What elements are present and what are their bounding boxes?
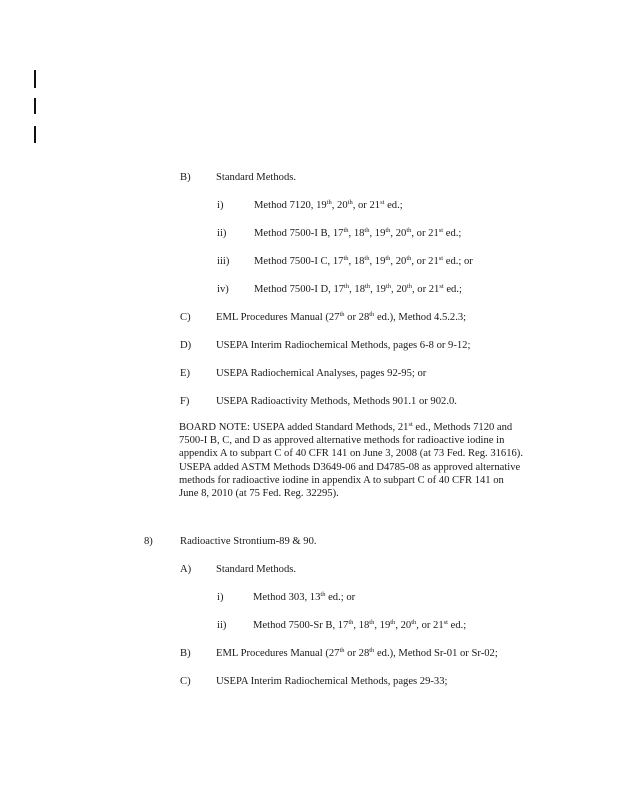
list-item-number: ii)	[217, 620, 227, 631]
list-item-number: iii)	[217, 256, 230, 267]
section-b2-text: EML Procedures Manual (27th or 28th ed.), Method Sr-01 or Sr-02;	[216, 647, 498, 659]
list-item-number: ii)	[217, 228, 227, 239]
section-a-label: A)	[180, 564, 192, 575]
revision-bar	[34, 98, 36, 114]
list-item-number: iv)	[217, 284, 229, 295]
section-a-title: Standard Methods.	[216, 564, 297, 575]
section-b-title: Standard Methods.	[216, 172, 297, 183]
section-c-label: C)	[180, 312, 191, 323]
section-d-text: USEPA Interim Radiochemical Methods, pages 6-8 or 9-12;	[216, 340, 471, 351]
section-c2-text: USEPA Interim Radiochemical Methods, pages 29-33;	[216, 676, 448, 687]
section-b2-label: B)	[180, 648, 191, 659]
list-item-text: Method 7120, 19th, 20th, or 21st ed.;	[254, 199, 403, 211]
revision-bar	[34, 70, 36, 88]
list-item-text: Method 303, 13th ed.; or	[253, 591, 356, 603]
item-8-title: Radioactive Strontium-89 & 90.	[180, 536, 317, 547]
board-note: BOARD NOTE: USEPA added Standard Methods, 21st ed., Methods 7120 and 7500-I B, C, and D as approved alternative methods for radioactive iodine in appendix A to subpart C of 40 CFR 141 on June 3, 2008 (at 73 Fed. Reg. 31616). USEPA added ASTM Methods D3649-06 and D4785-08 as approved alternative methods for radioactive iodine in appendix A to subpart C of 40 CFR 141 on June 8, 2010 (at 75 Fed. Reg. 32295).	[179, 421, 523, 500]
list-item-text: Method 7500-I B, 17th, 18th, 19th, 20th, or 21st ed.;	[254, 227, 462, 239]
section-b-label: B)	[180, 172, 191, 183]
section-d-label: D)	[180, 340, 192, 351]
section-f-text: USEPA Radioactivity Methods, Methods 901.1 or 902.0.	[216, 396, 457, 407]
section-e-label: E)	[180, 368, 190, 379]
item-8-label: 8)	[144, 536, 153, 547]
section-e-text: USEPA Radiochemical Analyses, pages 92-95; or	[216, 368, 427, 379]
revision-bar	[34, 126, 36, 143]
list-item-text: Method 7500-I D, 17th, 18th, 19th, 20th, or 21st ed.;	[254, 283, 462, 295]
section-f-label: F)	[180, 396, 190, 407]
list-item-number: i)	[217, 592, 224, 603]
list-item-number: i)	[217, 200, 224, 211]
list-item-text: Method 7500-I C, 17th, 18th, 19th, 20th, or 21st ed.; or	[254, 255, 473, 267]
section-c2-label: C)	[180, 676, 191, 687]
section-c-text: EML Procedures Manual (27th or 28th ed.), Method 4.5.2.3;	[216, 311, 467, 323]
list-item-text: Method 7500-Sr B, 17th, 18th, 19th, 20th, or 21st ed.;	[253, 619, 467, 631]
